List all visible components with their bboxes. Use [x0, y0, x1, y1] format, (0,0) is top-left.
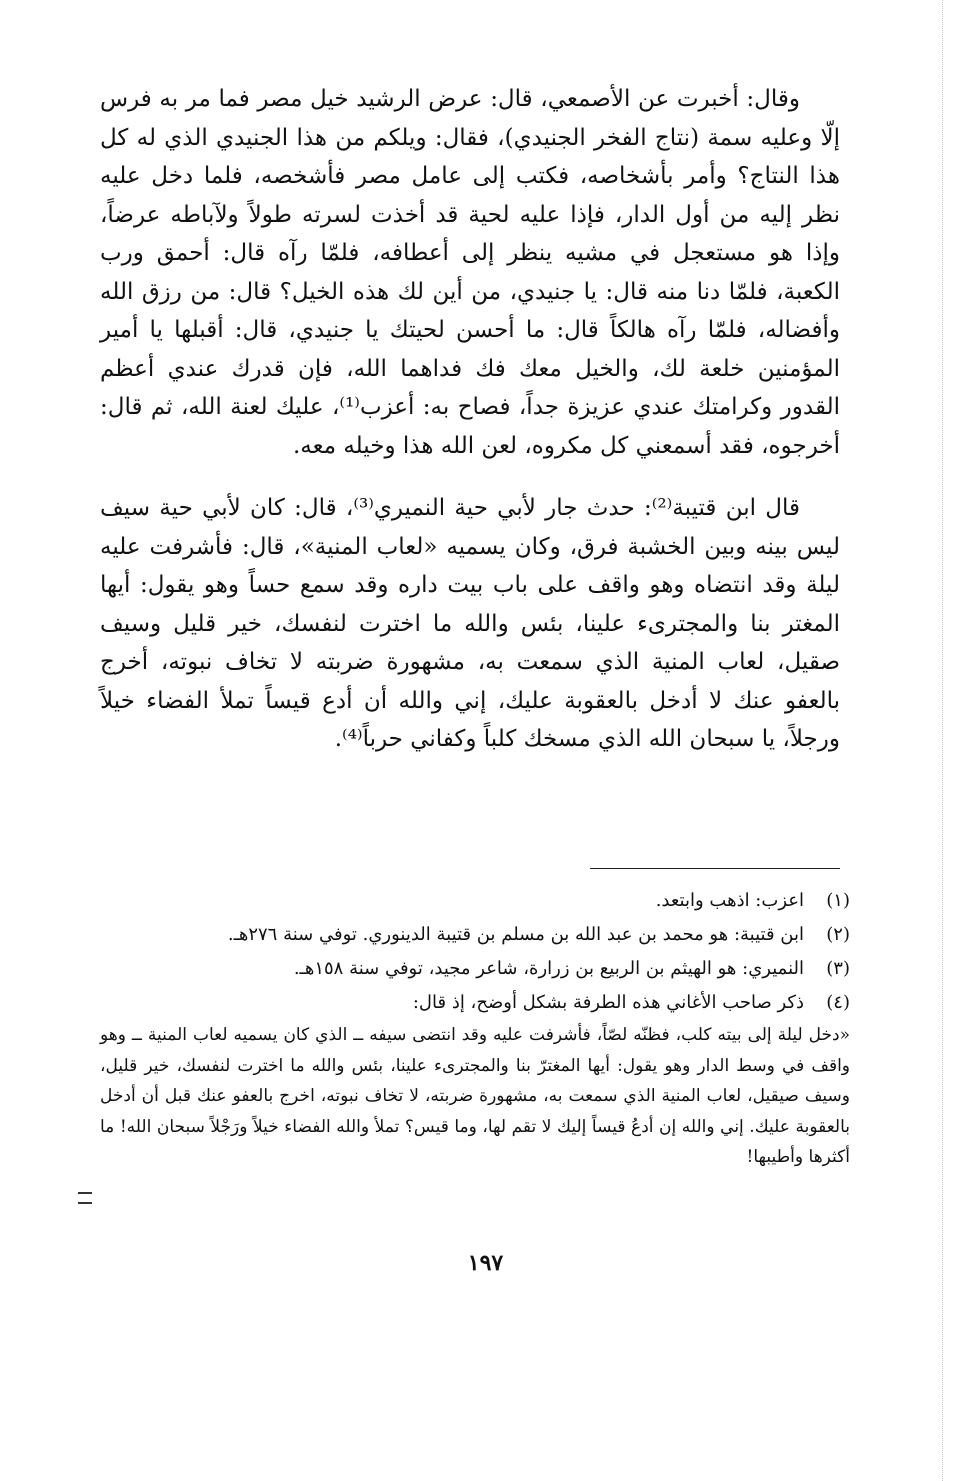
footnote-3 — [100, 952, 850, 986]
footnote-number: (٤) — [826, 992, 850, 1013]
footnotes — [100, 884, 850, 1173]
continuation-mark — [78, 1192, 92, 1204]
footnote-number: (١) — [826, 890, 850, 911]
footnote-text: ابن قتيبة: هو محمد بن عبد الله بن مسلم بن قتيبة الدينوري. توفي سنة ٢٧٦هـ. — [227, 924, 804, 945]
footnote-2 — [100, 918, 850, 952]
footnote-text: ذكر صاحب الأغاني هذه الطرفة بشكل أوضح، إذ قال: — [412, 992, 804, 1013]
footnote-number: (٣) — [826, 958, 850, 979]
main-text — [100, 80, 840, 759]
footnote-1 — [100, 884, 850, 918]
page-number: ١٩٧ — [467, 1250, 504, 1276]
footnote-separator — [590, 868, 840, 869]
footnote-number: (٢) — [826, 924, 850, 945]
footnote-quote: «دخل ليلة إلى بيته كلب، فظنّه لصّاً، فأشرفت عليه وقد انتضى سيفه ــ الذي كان يسميه لعاب المنية ــ وهو واقف في وسط الدار وهو يقول: أيها المغترّ بنا والمجترىء علينا، بئس والله ما اخترت لنفسك، خير قليل، وسيف صيقيل، لعاب المنية الذي سمعت به، مشهورة ضربته، لا تخاف نبوته، اخرج بالعفو عنك قبل أن أدخل بالعقوبة عليك. إني والله إن أدعُ قيساً إليك لا تقم لها، وما قيس؟ تملأ والله الفضاء خيلاً ورَجْلاً سبحان الله! ما أكثرها وأطيبها! — [100, 1025, 850, 1167]
paragraph-asmai-story: وقال: أخبرت عن الأصمعي، قال: عرض الرشيد خيل مصر فما مر به فرس إلّا وعليه سمة (نتاج الفخر الجنيدي)، فقال: ويلكم من هذا الجنيدي الذي له كل هذا النتاج؟ وأمر بأشخاصه، فكتب إلى عامل مصر فأشخصه، فلما دخل عليه نظر إليه من أول الدار، فإذا عليه لحية قد أخذت لسرته طولاً ولآباطه عرضاً، وإذا هو مستعجل في مشيه ينظر إلى أعطافه، فلمّا رآه قال: أحمق ورب الكعبة، فلمّا دنا منه قال: يا جنيدي، من أين لك هذه الخيل؟ قال: من رزق الله وأفضاله، فلمّا رآه هالكاً قال: ما أحسن لحيتك يا جنيدي، قال: أقبلها يا أمير المؤمنين خلعة لك، والخيل معك فك فداهما الله، فإن قدرك عندي أعظم القدور وكرامتك عندي عزيزة جداً، فصاح به: أعزب⁽¹⁾، عليك لعنة الله، ثم قال: أخرجوه، فقد أسمعني كل مكروه، لعن الله هذا وخيله معه. — [100, 86, 840, 459]
footnote-text: اعزب: اذهب وابتعد. — [655, 890, 804, 911]
footnote-4 — [100, 986, 850, 1020]
paragraph-ibn-qutayba-story: قال ابن قتيبة⁽²⁾: حدث جار لأبي حية النميري⁽³⁾، قال: كان لأبي حية سيف ليس بينه وبين الخشبة فرق، وكان يسميه «لعاب المنية»، قال: فأشرفت عليه ليلة وقد انتضاه وهو واقف على باب بيت داره وقد سمع حساً وهو يقول: أيها المغتر بنا والمجترىء علينا، بئس والله ما اخترت لنفسك، خير قليل وسيف صقيل، لعاب المنية الذي سمعت به، مشهورة ضربته لا تخاف نبوته، أخرج بالعفو عنك لا أدخل بالعقوبة عليك، إني والله أن أدع قيساً تملأ الفضاء خيلاً ورجلاً، يا سبحان الله الذي مسخك كلباً وكفاني حرباً⁽⁴⁾. — [100, 495, 840, 752]
footnote-text: النميري: هو الهيثم بن الربيع بن زرارة، شاعر مجيد، توفي سنة ١٥٨هـ. — [293, 958, 804, 979]
